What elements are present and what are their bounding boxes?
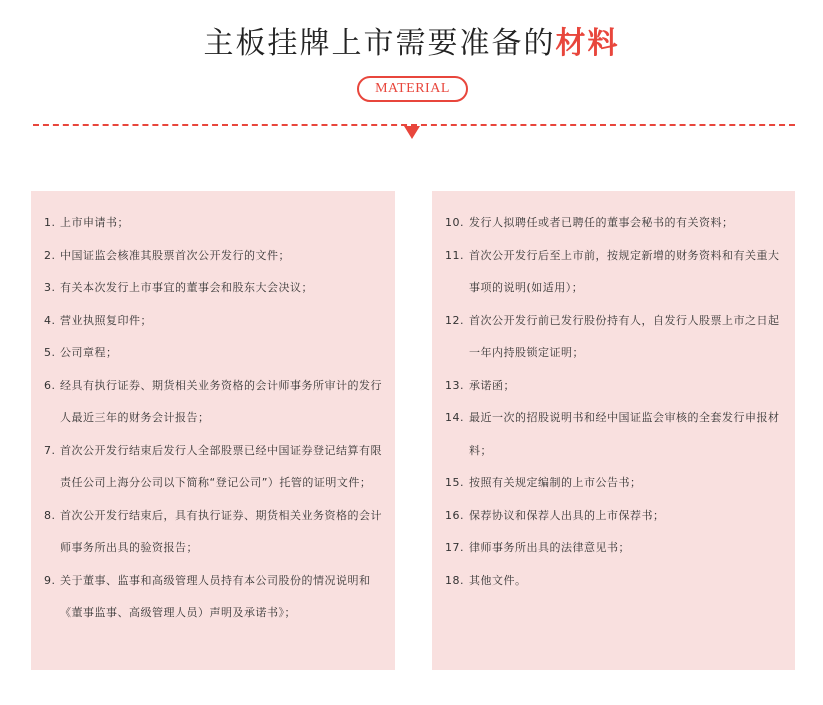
item-text: 有关本次发行上市事宜的董事会和股东大会决议；: [60, 281, 313, 294]
list-item: [31, 240, 395, 273]
item-number: 9.: [44, 573, 56, 587]
item-number: 11.: [445, 248, 464, 262]
list-item: [31, 500, 395, 565]
materials-list-right: [432, 207, 795, 597]
item-text: 首次公开发行后至上市前，按规定新增的财务资料和有关重大事项的说明(如适用）；: [469, 248, 780, 294]
item-number: 15.: [445, 476, 464, 489]
item-number: 17.: [445, 541, 464, 554]
item-text: 首次公开发行前已发行股份持有人，自发行人股票上市之日起一年内持股锁定证明；: [469, 313, 780, 359]
item-number: 7.: [44, 443, 56, 457]
item-text: 经具有执行证券、期货相关业务资格的会计师事务所审计的发行人最近三年的财务会计报告；: [60, 378, 382, 424]
list-item: [432, 207, 795, 240]
item-number: 12.: [445, 313, 464, 327]
item-text: 首次公开发行结束后发行人全部股票已经中国证券登记结算有限责任公司上海分公司以下简称“登记公司”）托管的证明文件；: [60, 443, 382, 489]
item-text: 发行人拟聘任或者已聘任的董事会秘书的有关资料；: [469, 216, 734, 229]
material-tag: MATERIAL: [357, 76, 468, 102]
item-number: 4.: [44, 313, 56, 327]
item-text: 首次公开发行结束后，具有执行证券、期货相关业务资格的会计师事务所出具的验资报告；: [60, 508, 382, 554]
item-text: 律师事务所出具的法律意见书；: [469, 541, 630, 554]
item-number: 3.: [44, 281, 56, 294]
list-item: [432, 370, 795, 403]
list-item: [432, 532, 795, 565]
item-text: 中国证监会核准其股票首次公开发行的文件；: [60, 248, 290, 262]
item-text: 其他文件。: [469, 573, 527, 587]
list-item: [31, 565, 395, 630]
list-item: [432, 240, 795, 305]
page-title: [0, 24, 823, 64]
list-item: [31, 337, 395, 370]
list-item: [31, 370, 395, 435]
list-item: [432, 305, 795, 370]
list-item: [432, 402, 795, 467]
title-highlight: 材料: [555, 26, 620, 61]
item-number: 13.: [445, 378, 464, 392]
list-item: [31, 305, 395, 338]
list-item: [31, 207, 395, 240]
item-number: 6.: [44, 378, 56, 392]
list-item: [432, 565, 795, 598]
item-number: 10.: [445, 216, 464, 229]
item-text: 保荐协议和保荐人出具的上市保荐书；: [469, 508, 665, 522]
item-text: 关于董事、监事和高级管理人员持有本公司股份的情况说明和《董事监事、高级管理人员）声明及承诺书》；: [60, 573, 371, 619]
list-item: [432, 467, 795, 500]
item-text: 最近一次的招股说明书和经中国证监会审核的全套发行申报材料；: [469, 411, 780, 457]
materials-list-left: [31, 207, 395, 630]
item-text: 按照有关规定编制的上市公告书；: [469, 476, 642, 489]
list-item: [31, 435, 395, 500]
item-number: 2.: [44, 248, 56, 262]
title-main: 主板挂牌上市需要准备的: [203, 26, 556, 61]
list-item: [31, 272, 395, 305]
materials-panel-right: [432, 191, 795, 670]
item-text: 营业执照复印件；: [60, 313, 152, 327]
item-text: 公司章程；: [60, 346, 118, 359]
item-text: 承诺函；: [469, 378, 515, 392]
list-item: [432, 500, 795, 533]
item-number: 8.: [44, 508, 56, 522]
item-number: 14.: [445, 411, 464, 424]
item-number: 1.: [44, 216, 56, 229]
item-text: 上市申请书；: [60, 216, 129, 229]
item-number: 5.: [44, 346, 56, 359]
item-number: 16.: [445, 508, 464, 522]
item-number: 18.: [445, 573, 464, 587]
materials-panel-left: [31, 191, 395, 670]
down-arrow-icon: [404, 126, 420, 139]
